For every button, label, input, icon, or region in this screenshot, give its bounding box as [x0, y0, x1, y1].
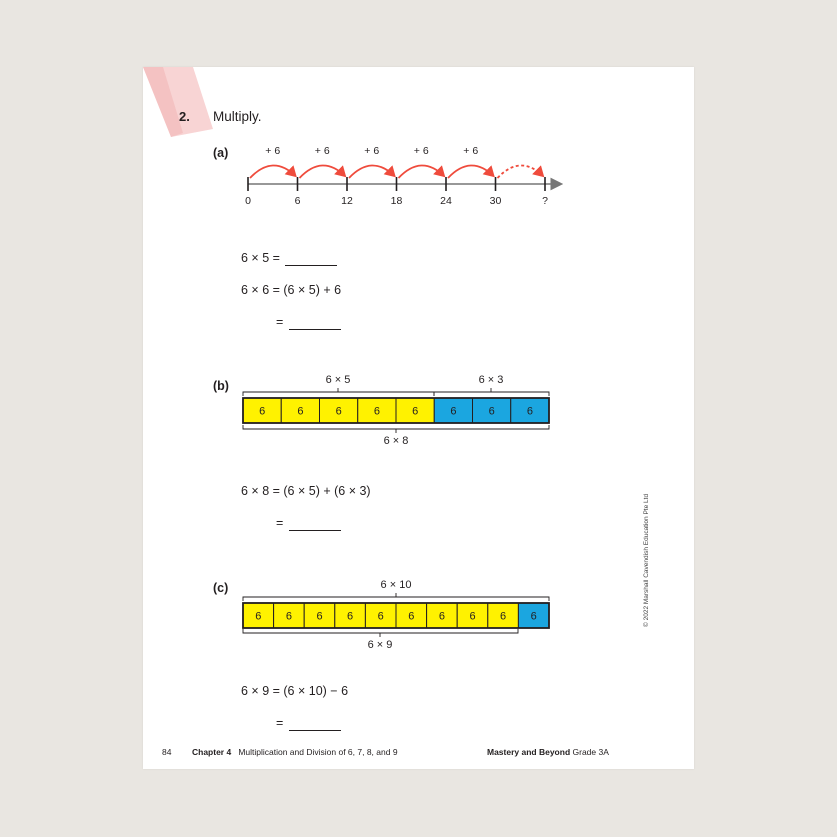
- bar-b-top-left-label: 6 × 5: [325, 374, 351, 386]
- part-b-equation-1: 6 × 8 = (6 × 5) + (6 × 3): [241, 484, 371, 498]
- bar-cell-label: 6: [438, 610, 445, 623]
- number-line-tick-label: 6: [294, 195, 301, 207]
- bar-cell-label: 6: [530, 610, 537, 623]
- part-b-label: (b): [213, 379, 229, 393]
- question-title: Multiply.: [213, 109, 262, 124]
- bar-b-top-right-label: 6 × 3: [478, 374, 504, 386]
- footer-chapter-label: Chapter 4: [192, 747, 232, 757]
- part-a-equation-3: [276, 315, 341, 330]
- answer-blank[interactable]: [289, 328, 341, 330]
- jump-label: + 6: [364, 145, 380, 157]
- part-c-equation-1: 6 × 9 = (6 × 10) − 6: [241, 684, 349, 698]
- jump-arrow: [250, 165, 296, 178]
- part-a-eq3-text: =: [276, 315, 284, 329]
- part-b-equation-2: [276, 516, 341, 531]
- number-line: [238, 142, 578, 212]
- bar-cell-label: 6: [285, 610, 292, 623]
- number-line-tick-label: 0: [245, 195, 251, 207]
- jump-label: + 6: [413, 145, 429, 157]
- part-a-eq1-text: 6 × 5 =: [241, 251, 280, 265]
- bar-cell-label: 6: [408, 610, 415, 623]
- jump-label: + 6: [463, 145, 479, 157]
- jump-label: + 6: [314, 145, 330, 157]
- footer-chapter-title: Multiplication and Division of 6, 7, 8, and 9: [238, 747, 398, 757]
- jump-label: + 6: [265, 145, 281, 157]
- bar-cell-label: 6: [526, 405, 533, 418]
- footer-book-grade: Grade 3A: [572, 747, 609, 757]
- number-line-tick-label: ?: [542, 195, 548, 207]
- footer-book-title: Mastery and Beyond: [487, 747, 571, 757]
- workbook-page: [143, 67, 694, 769]
- bar-cell-label: 6: [255, 610, 262, 623]
- page-number: 84: [162, 747, 172, 757]
- number-line-tick-label: 24: [440, 195, 452, 207]
- jump-arrow: [448, 165, 494, 178]
- bar-model-c: [238, 577, 558, 657]
- bar-cell-label: 6: [347, 610, 354, 623]
- part-c-equation-2: [276, 716, 341, 731]
- bar-cell-label: 6: [500, 610, 507, 623]
- jump-arrow: [399, 165, 445, 178]
- bar-model-b: [238, 372, 558, 452]
- bar-cell-label: 6: [377, 610, 384, 623]
- bar-cell-label: 6: [316, 610, 323, 623]
- part-a-equation-2: 6 × 6 = (6 × 5) + 6: [241, 283, 342, 297]
- bar-cell-label: 6: [373, 405, 380, 418]
- number-line-tick-label: 18: [390, 195, 403, 207]
- bar-c-top-label: 6 × 10: [380, 579, 412, 591]
- jump-arrow: [300, 165, 346, 178]
- bar-cell-label: 6: [297, 405, 304, 418]
- bar-cell-label: 6: [259, 405, 266, 418]
- answer-blank[interactable]: [285, 264, 337, 266]
- part-a-equation-1: [241, 251, 337, 266]
- part-b-eq2-text: =: [276, 516, 284, 530]
- bar-cell-label: 6: [469, 610, 476, 623]
- answer-blank[interactable]: [289, 729, 341, 731]
- answer-blank[interactable]: [289, 529, 341, 531]
- bar-cell-label: 6: [335, 405, 342, 418]
- footer-book: [487, 747, 609, 757]
- part-c-label: (c): [213, 581, 229, 595]
- bar-cell-label: 6: [488, 405, 495, 418]
- bar-cell-label: 6: [450, 405, 457, 418]
- corner-tab-decoration: [143, 67, 213, 137]
- bar-cell-label: 6: [412, 405, 419, 418]
- bar-c-bottom-label: 6 × 9: [367, 639, 393, 651]
- jump-arrow-dashed: [498, 165, 544, 178]
- copyright-text: © 2022 Marshall Cavendish Education Pte Ltd: [643, 493, 650, 627]
- jump-arrow: [349, 165, 395, 178]
- number-line-tick-label: 30: [489, 195, 502, 207]
- question-number: 2.: [179, 109, 190, 124]
- part-c-eq2-text: =: [276, 716, 284, 730]
- part-a-label: (a): [213, 146, 229, 160]
- bar-b-bottom-label: 6 × 8: [383, 435, 409, 447]
- footer-chapter: [192, 747, 398, 757]
- number-line-tick-label: 12: [341, 195, 353, 207]
